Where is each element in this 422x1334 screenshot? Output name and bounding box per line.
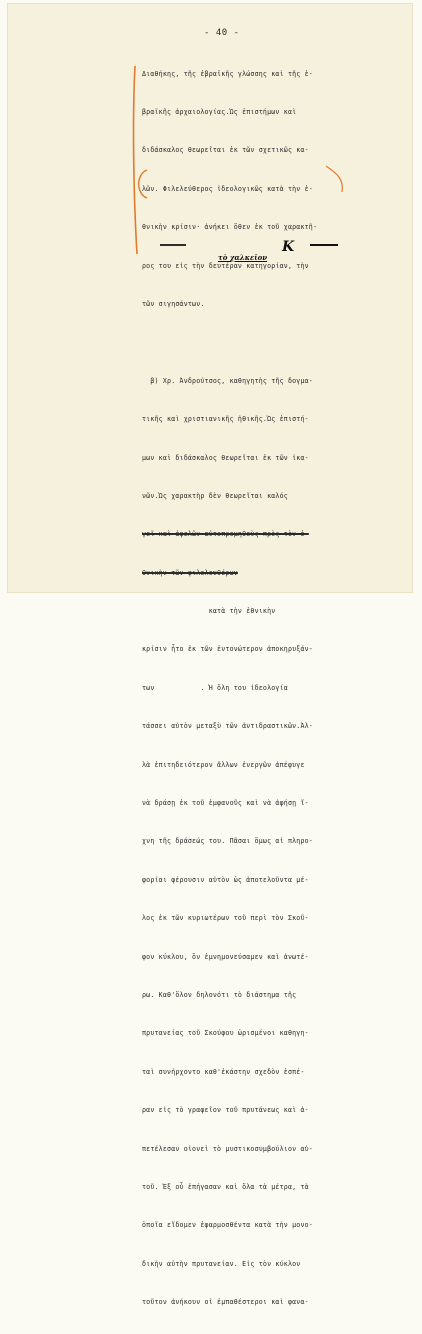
- text-line: κατὰ τὴν ἐθνικὴν: [142, 607, 276, 616]
- pencil-curve: [326, 166, 342, 192]
- text-line: των . Ἡ ὅλη του ἰδεολογία: [142, 683, 288, 692]
- text-line: Διαθήκης, τῆς ἑβραϊκῆς γλώσσης καὶ τῆς ἑ-: [142, 69, 313, 78]
- text-line: λῶν. Φιλελεύθερος ἰδεολογικῶς κατὰ τὴν ἐ-: [142, 184, 313, 193]
- handwritten-k: Κ: [282, 239, 295, 255]
- document-page: [8, 4, 412, 1307]
- text-line: ρος του εἰς τὴν δευτέραν κατηγορίαν, τὴν: [142, 261, 309, 270]
- text-line: ὁποῖα εἴδομεν ἐφαρμοσθέντα κατὰ τὴν μονο-: [142, 1221, 313, 1230]
- text-line: τικῆς καὶ χριστιανικῆς ἠθικῆς.Ὡς ἐπιστή-: [142, 415, 309, 424]
- handwritten-insert: τὸ χαλκεῖον: [218, 253, 268, 262]
- text-line: μων καὶ διδάσκαλος θεωρεῖται ἐκ τῶν ἱκα-: [142, 453, 309, 462]
- text-line: διδάσκαλος θεωρεῖται ἐκ τῶν σχετικῶς κα-: [142, 146, 309, 155]
- struck-line: γεῖ καὶ ἀφελῶν αὐτοπρομηθεὺς πρὸς τὸν ἐ-: [142, 530, 309, 539]
- struck-line: θνικὴν τῶν φιλελευθέρων: [142, 568, 238, 577]
- text-line: β) Χρ. Ἀνδρούτσος, καθηγητὴς τῆς δογμα-: [142, 376, 313, 385]
- text-line: πετέλεσαν οἱονεὶ τὸ μυστικοσυμβούλιον αὐ-: [142, 1144, 313, 1153]
- text-line: χνη τῆς δράσεώς του. Πᾶσαι ὅμως αἱ πληρο-: [142, 837, 313, 846]
- text-line: τοῦ. Ἐξ οὗ ἐπήγασαν καὶ ὅλα τὰ μέτρα, τὰ: [142, 1182, 309, 1191]
- text-line: φορίαι φέρουσιν αὐτὸν ὡς ἀποτελοῦντα μέ-: [142, 875, 309, 884]
- text-line: θνικὴν κρίσιν· ἀνήκει ὅθεν ἐκ τοῦ χαρακτῆ-: [142, 223, 318, 232]
- text-line: φον κύκλου, ὃν ἐμνημονεύσαμεν καὶ ἀνωτέ-: [142, 952, 309, 961]
- text-line: τοῦτον ἀνήκουν οἱ ἐμπαθέστεροι καὶ φανα-: [142, 1298, 309, 1307]
- text-line: τάσσει αὐτὸν μεταξὺ τῶν ἀντιδραστικῶν.Ἀλ-: [142, 722, 313, 731]
- annotation-marks: [8, 4, 412, 592]
- text-line: νὰ δράσῃ ἐκ τοῦ ἐμφανοῦς καὶ νὰ ἀφήσῃ ἴ-: [142, 799, 309, 808]
- text-line: λὰ ἐπιτηδειότερον ἄλλων ἐνεργῶν ἀπέφυγε: [142, 760, 305, 769]
- pencil-margin-line: [134, 66, 137, 254]
- text-line: ραν εἰς τὸ γραφεῖον τοῦ πρυτάνεως καὶ ἀ-: [142, 1106, 309, 1115]
- text-line: ταὶ συνήρχοντο καθ'ἑκάστην σχεδὸν ἑσπέ-: [142, 1067, 305, 1076]
- text-line: δικὴν αὐτὴν πρυτανείαν. Εἰς τὸν κύκλον: [142, 1259, 301, 1268]
- pencil-bracket: [139, 170, 147, 198]
- page-number: - 40 -: [204, 28, 240, 38]
- text-line: νῶν.Ὡς χαρακτὴρ δὲν θεωρεῖται καλός: [142, 491, 288, 500]
- text-line: τῶν σιγησάντων.: [142, 299, 205, 308]
- text-line: πρυτανείας τοῦ Σκούφου ὡρισμένοι καθηγη-: [142, 1029, 309, 1038]
- text-line: λος ἐκ τῶν κυριωτέρων τοῦ περὶ τὸν Σκοῦ-: [142, 914, 309, 923]
- text-line: ρω. Καθ'ὅλον δηλονότι τὸ διάστημα τῆς: [142, 990, 297, 999]
- text-line: κρίσιν ἦτο ἐκ τῶν ἐντονώτερον ἀποκηρυξάν-: [142, 645, 313, 654]
- text-line: βραϊκῆς ἀρχαιολογίας.Ὡς ἐπιστήμων καὶ: [142, 107, 297, 116]
